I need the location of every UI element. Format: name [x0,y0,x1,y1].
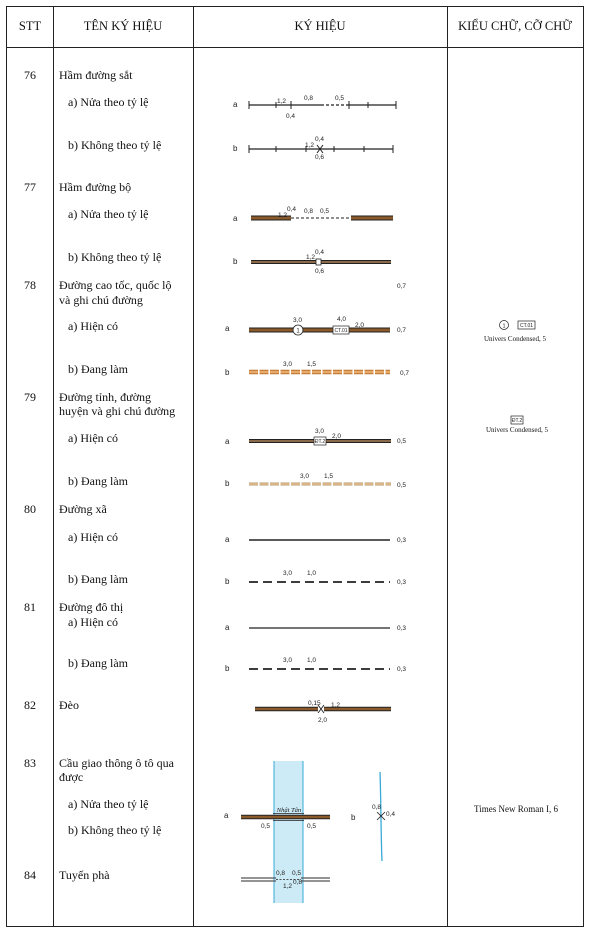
title-76: Hầm đường sắt [59,68,133,82]
header-font: KIỂU CHỮ, CỠ CHỮ [458,19,572,33]
item-81b: b) Đang làm [68,656,128,670]
title-79-line2: huyện và ghi chú đường [59,404,176,418]
stt-76: 76 [24,68,36,82]
font-79-label: ĐT.2 [511,418,523,424]
item-83b: b) Không theo tỷ lệ [68,823,162,837]
row-78 [24,278,172,376]
stt-83: 83 [24,756,36,770]
dim-79b-1: 1,5 [324,473,334,480]
row-80 [24,502,129,586]
item-81a: a) Hiện có [68,615,118,629]
dim-81b-1: 1,0 [307,657,317,664]
symbol-83b [351,772,395,861]
dim-81b-2: 0,3 [397,666,407,673]
dim-77a-1: 0,4 [287,206,297,213]
width-81a: 0,3 [397,625,407,632]
dim-76b-0: 1,2 [305,142,315,149]
width-78-top: 0,7 [397,283,407,290]
item-80a: a) Hiện có [68,530,118,544]
font-78-text: Univers Condensed, 5 [483,335,547,343]
dim-79a-0: 3,0 [315,428,325,435]
dim-79a-1: 2,0 [332,433,342,440]
item-83a: a) Nửa theo tỷ lệ [68,797,149,811]
dim-84-3: 0,8 [293,879,303,886]
font-78 [484,321,547,344]
item-79b: b) Đang làm [68,474,128,488]
dim-82-2: 2,0 [318,717,328,724]
dim-82-1: 1,2 [331,702,341,709]
dim-77b-0: 1,2 [306,254,316,261]
dim-80b-0: 3,0 [283,570,293,577]
item-79a: a) Hiện có [68,431,118,445]
font-78-badge: 1 [502,323,506,330]
stt-82: 82 [24,698,36,712]
title-78-line2: và ghi chú đường [59,293,143,307]
badge-78a: 1 [296,328,300,335]
title-77: Hầm đường bộ [59,180,132,194]
table-header [19,18,572,33]
dim-77b-2: 0,6 [315,268,325,275]
letter-83a: a [224,811,229,820]
symbol-81a [225,623,406,632]
label-79a: ĐT.2 [314,439,326,445]
title-79-line1: Đường tỉnh, đường [59,390,152,404]
stt-80: 80 [24,502,36,516]
letter-80b: b [225,577,230,586]
dim-79b-2: 0,5 [397,482,407,489]
row-76 [24,68,161,152]
stt-77: 77 [24,180,36,194]
bridge-name-83a: Nhật Tân [276,807,302,814]
dim-83a-0: 0,5 [261,823,271,830]
item-76a: a) Nửa theo tỷ lệ [68,95,149,109]
dim-76b-2: 0,6 [315,154,325,161]
stt-78: 78 [24,278,36,292]
symbol-81b [225,657,406,673]
dim-84-2: 1,2 [283,883,293,890]
dim-76a-3: 0,4 [286,113,296,120]
letter-77b: b [233,257,238,266]
letter-83b: b [351,813,356,822]
row-79 [24,390,175,488]
dim-83b-0: 0,8 [372,804,382,811]
dim-76a-0: 1,2 [277,98,287,105]
title-83-line1: Cầu giao thông ô tô qua [59,756,174,770]
header-stt: STT [18,19,42,33]
row-81 [24,600,129,670]
letter-81b: b [225,664,230,673]
stt-81: 81 [24,600,36,614]
symbol-78a [225,316,406,335]
letter-79a: a [225,437,230,446]
header-symbol: KÝ HIỆU [294,19,346,33]
width-80a: 0,3 [397,537,407,544]
item-80b: b) Đang làm [68,572,128,586]
dim-84-0: 0,8 [276,870,286,877]
label-78a: CT.01 [334,328,348,334]
title-82: Đèo [59,698,79,712]
title-78-line1: Đường cao tốc, quốc lộ [59,278,172,292]
dim-76b-1: 0,4 [315,136,325,143]
symbol-76b [233,136,393,161]
dim-78b-0: 3,0 [283,361,293,368]
dim-78a-3: 0,7 [397,327,407,334]
row-84 [24,868,110,882]
dim-80b-1: 1,0 [307,570,317,577]
symbol-77b [233,249,391,275]
symbol-80a [225,535,406,544]
dim-78a-2: 2,0 [355,322,365,329]
font-78-label: CT.01 [519,323,534,329]
row-82 [24,698,79,712]
letter-81a: a [225,623,230,632]
item-77a: a) Nửa theo tỷ lệ [68,207,149,221]
dim-84-1: 0,5 [292,870,302,877]
title-83-line2: được [59,770,84,784]
dim-79b-0: 3,0 [300,473,310,480]
dim-76a-1: 0,8 [304,95,314,102]
header-name: TÊN KÝ HIỆU [83,19,163,33]
row-83 [24,756,175,837]
dim-83b-1: 0,4 [386,811,396,818]
dim-77b-1: 0,4 [315,249,325,256]
symbol-79a [225,428,406,446]
dim-77a-3: 0,5 [320,208,330,215]
title-80: Đường xã [59,502,107,516]
dim-82-0: 0,15 [308,700,321,707]
title-84: Tuyến phà [59,868,110,882]
symbol-76a [233,95,396,120]
symbol-79b [225,473,406,489]
dim-83a-1: 0,5 [307,823,317,830]
dim-78b-1: 1,5 [307,361,317,368]
title-81: Đường đô thị [59,600,124,614]
font-79 [486,416,549,434]
letter-79b: b [225,479,230,488]
item-78b: b) Đang làm [68,362,128,376]
item-78a: a) Hiện có [68,319,118,333]
font-83-text: Times New Roman I, 6 [474,804,558,814]
dim-78a-0: 3,0 [293,317,303,324]
symbol-80b [225,570,406,586]
dim-77a-2: 0,8 [304,208,314,215]
item-77b: b) Không theo tỷ lệ [68,250,162,264]
letter-76a: a [233,100,238,109]
dim-78b-2: 0,7 [400,370,410,377]
letter-80a: a [225,535,230,544]
dim-79a-2: 0,5 [397,438,407,445]
row-77 [24,180,161,264]
item-76b: b) Không theo tỷ lệ [68,138,162,152]
symbol-77a [233,206,393,223]
dim-80b-2: 0,3 [397,579,407,586]
letter-76b: b [233,144,238,153]
stt-84: 84 [24,868,36,882]
letter-78b: b [225,368,230,377]
stt-79: 79 [24,390,36,404]
font-79-text: Univers Condensed, 5 [485,426,549,434]
symbol-78b [225,361,409,377]
dim-77a-0: 1,2 [278,212,288,219]
symbol-82 [255,700,391,724]
letter-78a: a [225,324,230,333]
dim-81b-0: 3,0 [283,657,293,664]
letter-77a: a [233,214,238,223]
dim-76a-2: 0,5 [335,95,345,102]
dim-78a-1: 4,0 [337,316,347,323]
